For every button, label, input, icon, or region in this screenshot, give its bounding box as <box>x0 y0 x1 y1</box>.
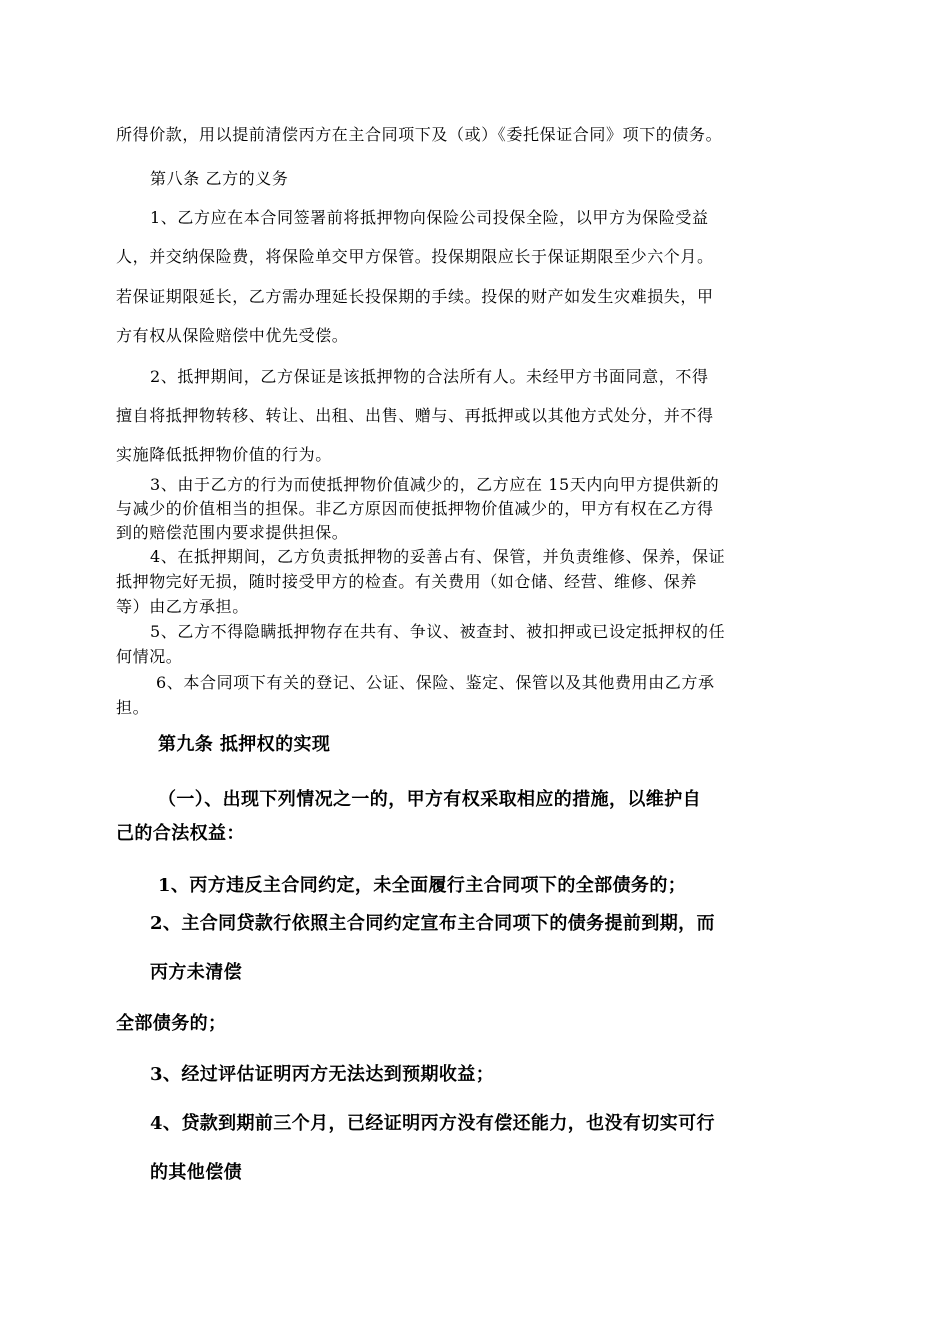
paragraph-line-bold: （一）、出现下列情况之一的，甲方有权采取相应的措施，以维护自 <box>158 789 701 810</box>
list-item-1: 1、丙方违反主合同约定，未全面履行主合同项下的全部债务的； <box>158 875 687 896</box>
paragraph-line: 1、乙方应在本合同签署前将抵押物向保险公司投保全险，以甲方为保险受益 <box>150 208 709 227</box>
paragraph-line: 担。 <box>116 698 150 717</box>
paragraph-line: 人，并交纳保险费，将保险单交甲方保管。投保期限应长于保证期限至少六个月。 <box>116 247 714 266</box>
paragraph-line: 何情况。 <box>116 647 183 666</box>
list-item-4-cont: 的其他偿债 <box>150 1162 242 1183</box>
paragraph-line: 所得价款，用以提前清偿丙方在主合同项下及（或）《委托保证合同》项下的债务。 <box>116 125 723 144</box>
list-item-2-cont: 全部债务的； <box>116 1013 227 1034</box>
paragraph-line: 2、抵押期间，乙方保证是该抵押物的合法所有人。未经甲方书面同意，不得 <box>150 367 709 386</box>
list-item-2: 2、主合同贷款行依照主合同约定宣布主合同项下的债务提前到期，而 <box>150 913 715 934</box>
section-heading-article-9: 第九条 抵押权的实现 <box>158 734 331 755</box>
paragraph-line: 4、在抵押期间，乙方负责抵押物的妥善占有、保管，并负责维修、保养，保证 <box>150 547 726 566</box>
paragraph-line: 到的赔偿范围内要求提供担保。 <box>116 523 349 542</box>
section-heading-article-8: 第八条 乙方的义务 <box>150 169 289 188</box>
paragraph-line: 实施降低抵押物价值的行为。 <box>116 445 332 464</box>
list-item-3: 3、经过评估证明丙方无法达到预期收益； <box>150 1064 495 1085</box>
paragraph-line-bold: 己的合法权益： <box>116 823 245 844</box>
paragraph-line: 6、本合同项下有关的登记、公证、保险、鉴定、保管以及其他费用由乙方承 <box>156 673 715 692</box>
paragraph-line: 3、由于乙方的行为而使抵押物价值减少的，乙方应在 15天内向甲方提供新的 <box>150 475 720 494</box>
list-item-4: 4、贷款到期前三个月，已经证明丙方没有偿还能力，也没有切实可行 <box>150 1113 715 1134</box>
list-item-2-cont: 丙方未清偿 <box>150 962 242 983</box>
paragraph-line: 与减少的价值相当的担保。非乙方原因而使抵押物价值减少的，甲方有权在乙方得 <box>116 499 714 518</box>
paragraph-line: 等）由乙方承担。 <box>116 597 249 616</box>
paragraph-line: 方有权从保险赔偿中优先受偿。 <box>116 326 349 345</box>
paragraph-line: 5、乙方不得隐瞒抵押物存在共有、争议、被查封、被扣押或已设定抵押权的任 <box>150 622 726 641</box>
paragraph-line: 抵押物完好无损，随时接受甲方的检查。有关费用（如仓储、经营、维修、保养 <box>116 572 698 591</box>
paragraph-line: 若保证期限延长，乙方需办理延长投保期的手续。投保的财产如发生灾难损失，甲 <box>116 287 714 306</box>
paragraph-line: 擅自将抵押物转移、转让、出租、出售、赠与、再抵押或以其他方式处分，并不得 <box>116 406 714 425</box>
